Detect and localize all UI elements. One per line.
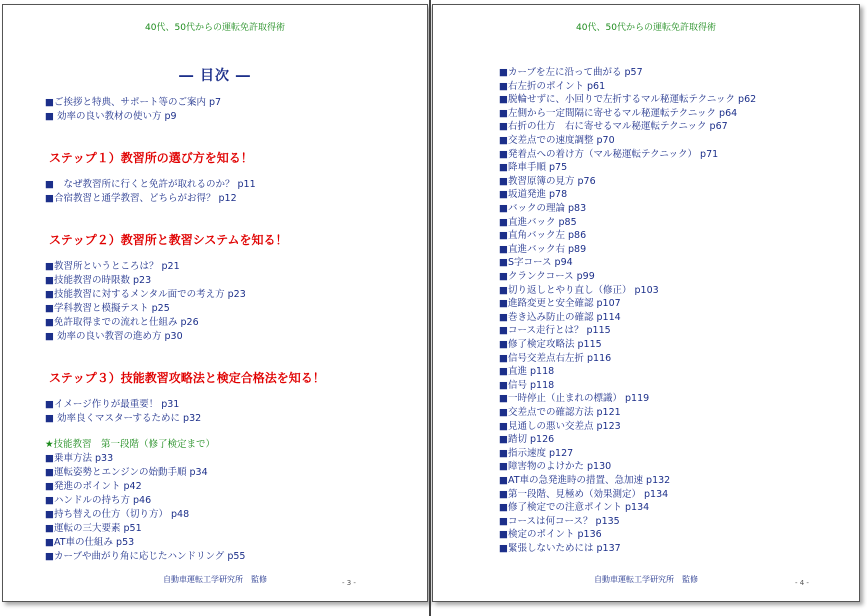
- toc-entry: ■合宿教習と通学教習、どちらがお得？ p12: [45, 193, 237, 204]
- toc-entry: ■一時停止（止まれの標識） p119: [499, 393, 650, 405]
- toc-entry: ■脱輪せずに、小回りで左折するマル秘運転テクニック p62: [499, 94, 757, 106]
- running-head: 40代、50代からの運転免許取得術: [576, 23, 716, 33]
- toc-entry: ■技能教習に対するメンタル面での考え方 p23: [45, 289, 246, 300]
- right-toc-list: [433, 5, 859, 601]
- publisher-credit: 自動車運転工学研究所 監修: [594, 575, 698, 584]
- toc-entry: ■ なぜ教習所に行くと免許が取れるのか？ p11: [45, 179, 256, 190]
- toc-entry: ■AT車の急発進時の措置、急加速 p132: [499, 475, 671, 486]
- toc-entry: ■クランクコース p99: [499, 271, 595, 282]
- toc-entry: ■見通しの悪い交差点 p123: [499, 420, 621, 432]
- toc-entry: ■カーブを左に沿って曲がる p57: [499, 67, 643, 78]
- toc-entry: ■AT車の仕組み p53: [45, 537, 135, 548]
- toc-entry: ■右折の仕方 右に寄せるマル秘運転テクニック p67: [499, 121, 728, 133]
- toc-entry: ■技能教習の時限数 p23: [45, 275, 152, 286]
- right-page: [432, 4, 860, 602]
- toc-entry: ■発着点への着け方（マル秘運転テクニック） p71: [499, 148, 719, 160]
- toc-entry: ■直進 p118: [499, 366, 555, 378]
- toc-entry: ■直進バック p85: [499, 216, 577, 228]
- toc-entry: ■ 効率の良い教習の進め方 p30: [45, 331, 183, 342]
- toc-entry: ■交差点での確認方法 p121: [499, 407, 621, 418]
- toc-entry: ■学科教習と模擬テスト p25: [45, 303, 170, 314]
- toc-entry: ■信号交差点右左折 p116: [499, 352, 612, 364]
- toc-entry: ■切り返しとやり直し（修正） p103: [499, 284, 659, 296]
- toc-entry: ■ハンドルの持ち方 p46: [45, 495, 152, 506]
- toc-entry: ■降車手順 p75: [499, 162, 568, 174]
- toc-entry: ■ご挨拶と特典、サポート等のご案内 p7: [45, 97, 222, 108]
- toc-entry: ■コース走行とは？ p115: [499, 325, 611, 337]
- toc-entry: ■教習原簿の見方 p76: [499, 175, 596, 187]
- toc-entry: ■修了検定での注意ポイント p134: [499, 502, 650, 514]
- toc-entry: ■踏切 p126: [499, 434, 555, 446]
- toc-entry: ■イメージ作りが最重要！ p31: [45, 399, 180, 410]
- toc-entry: ■S字コース p94: [499, 257, 573, 269]
- toc-entry: ■直進バック右 p89: [499, 243, 587, 255]
- book-gutter: [429, 0, 431, 616]
- page-number: - 3 -: [342, 579, 356, 587]
- toc-title: ― 目次 ―: [179, 68, 251, 84]
- toc-step-heading: ステップ１）教習所の選び方を知る！: [49, 151, 253, 165]
- toc-entry: ■緊張しないためには p137: [499, 543, 621, 554]
- toc-entry: ■コースは何コース？ p135: [499, 515, 620, 527]
- page-number: - 4 -: [795, 579, 809, 587]
- toc-entry: ■カーブや曲がり角に応じたハンドリング p55: [45, 551, 246, 562]
- toc-entry: ■修了検定攻略法 p115: [499, 339, 602, 350]
- running-head: 40代、50代からの運転免許取得術: [145, 23, 285, 33]
- toc-entry: ■坂道発進 p78: [499, 189, 568, 201]
- toc-entry: ■左側から一定間隔に寄せるマル秘運転テクニック p64: [499, 107, 738, 119]
- toc-entry: ■バックの理論 p83: [499, 203, 587, 214]
- toc-entry: ■右左折のポイント p61: [499, 80, 606, 92]
- toc-entry: ■障害物のよけかた p130: [499, 461, 612, 473]
- left-page: [2, 4, 428, 602]
- toc-entry: ■直角バック左 p86: [499, 230, 587, 242]
- toc-entry: ■教習所というところは？ p21: [45, 261, 180, 272]
- toc-entry: ■指示速度 p127: [499, 447, 574, 459]
- toc-entry: ■巻き込み防止の確認 p114: [499, 311, 621, 323]
- toc-entry: ■信号 p118: [499, 379, 555, 391]
- toc-stage-heading: ★技能教習 第一段階（修了検定まで）: [45, 439, 216, 450]
- toc-entry: ■発進のポイント p42: [45, 481, 142, 492]
- toc-entry: ■運転姿勢とエンジンの始動手順 p34: [45, 467, 208, 478]
- toc-entry: ■第一段階、見極め（効果測定） p134: [499, 488, 669, 500]
- toc-entry: ■進路変更と安全確認 p107: [499, 298, 621, 310]
- toc-entry: ■ 効率良くマスターするために p32: [45, 413, 202, 424]
- toc-step-heading: ステップ２）教習所と教習システムを知る！: [49, 233, 288, 247]
- toc-entry: ■運転の三大要素 p51: [45, 523, 142, 534]
- toc-entry: ■乗車方法 p33: [45, 453, 114, 464]
- toc-entry: ■免許取得までの流れと仕組み p26: [45, 317, 199, 328]
- toc-entry: ■交差点での速度調整 p70: [499, 135, 615, 146]
- toc-entry: ■検定のポイント p136: [499, 529, 602, 541]
- toc-entry: ■持ち替えの仕方（切り方） p48: [45, 509, 190, 520]
- publisher-credit: 自動車運転工学研究所 監修: [163, 575, 267, 584]
- left-toc-list: [3, 5, 427, 601]
- toc-entry: ■ 効率の良い教材の使い方 p9: [45, 111, 177, 122]
- toc-step-heading: ステップ３）技能教習攻略法と検定合格法を知る！: [49, 371, 325, 385]
